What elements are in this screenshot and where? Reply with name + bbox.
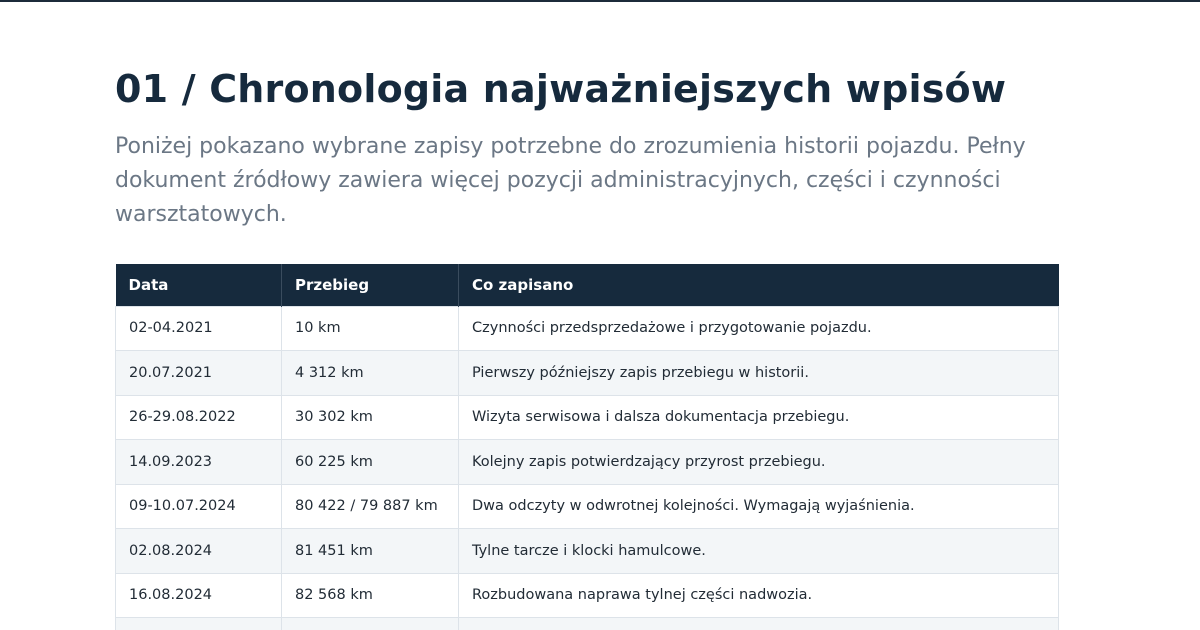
- column-header-date: Data: [116, 264, 282, 306]
- cell-note: [459, 618, 1059, 630]
- column-header-mileage: Przebieg: [282, 264, 459, 306]
- cell-note: Tylne tarcze i klocki hamulcowe.: [459, 529, 1059, 574]
- top-divider: [0, 0, 1200, 2]
- cell-note: Dwa odczyty w odwrotnej kolejności. Wymagają wyjaśnienia.: [459, 484, 1059, 529]
- table-row: [116, 440, 1059, 485]
- cell-note: Pierwszy późniejszy zapis przebiegu w historii.: [459, 351, 1059, 396]
- table-row: [116, 529, 1059, 574]
- cell-mileage: 10 km: [282, 306, 459, 351]
- cell-date: 02-04.2021: [116, 306, 282, 351]
- cell-date: 26-29.08.2022: [116, 395, 282, 440]
- cell-mileage: [282, 618, 459, 630]
- page-title: 01 / Chronologia najważniejszych wpisów: [115, 67, 1007, 111]
- cell-mileage: 81 451 km: [282, 529, 459, 574]
- cell-date: 16.08.2024: [116, 573, 282, 618]
- table-row: [116, 484, 1059, 529]
- cell-mileage: 30 302 km: [282, 395, 459, 440]
- table-row: [116, 573, 1059, 618]
- cell-mileage: 4 312 km: [282, 351, 459, 396]
- cell-mileage: 60 225 km: [282, 440, 459, 485]
- cell-note: Wizyta serwisowa i dalsza dokumentacja przebiegu.: [459, 395, 1059, 440]
- table-row: [116, 306, 1059, 351]
- cell-date: 09-10.07.2024: [116, 484, 282, 529]
- intro-paragraph: Poniżej pokazano wybrane zapisy potrzebne do zrozumienia historii pojazdu. Pełny dokument źródłowy zawiera więcej pozycji administracyjnych, części i czynności warsztatowych.: [115, 134, 1026, 227]
- cell-date: 20.07.2021: [116, 351, 282, 396]
- history-table: [115, 264, 1059, 630]
- cell-date: 14.09.2023: [116, 440, 282, 485]
- column-header-note: Co zapisano: [459, 264, 1059, 306]
- section-header: [115, 64, 1058, 232]
- cell-mileage: 82 568 km: [282, 573, 459, 618]
- table-row: [116, 618, 1059, 630]
- table-header-row: [116, 264, 1059, 306]
- cell-mileage: 80 422 / 79 887 km: [282, 484, 459, 529]
- cell-note: Kolejny zapis potwierdzający przyrost przebiegu.: [459, 440, 1059, 485]
- cell-note: Rozbudowana naprawa tylnej części nadwozia.: [459, 573, 1059, 618]
- cell-date: [116, 618, 282, 630]
- table-row: [116, 351, 1059, 396]
- cell-date: 02.08.2024: [116, 529, 282, 574]
- table-row: [116, 395, 1059, 440]
- cell-note: Czynności przedsprzedażowe i przygotowanie pojazdu.: [459, 306, 1059, 351]
